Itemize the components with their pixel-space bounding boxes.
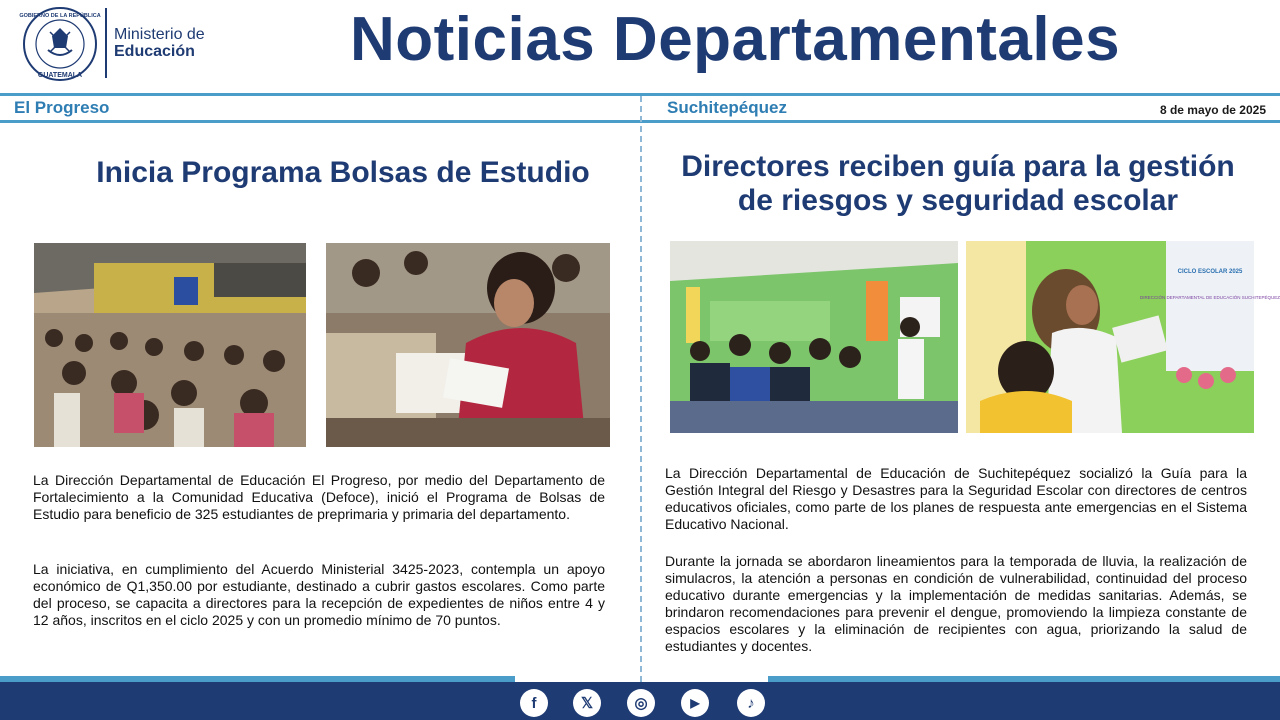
logo-divider: [105, 8, 107, 78]
left-photo-participant: [326, 243, 610, 447]
facebook-icon[interactable]: f: [520, 689, 548, 717]
seal-text-top: GOBIERNO DE LA REPÚBLICA: [19, 13, 101, 19]
right-paragraph-1: La Dirección Departamental de Educación de Suchitepéquez socializó la Guía para la Gestión Integral del Riesgo y Desastres para la Seguridad Escolar con directores de centros educativos oficiales, como parte de los planes de respuesta ante emergencias en el Sistema Educativo Nacional.: [665, 465, 1247, 532]
instagram-icon[interactable]: ◎: [627, 689, 655, 717]
ministry-line2: Educación: [114, 43, 195, 60]
right-photo-classroom: [670, 241, 958, 433]
right-photo-presenter: [966, 241, 1280, 433]
region-label-right: Suchitepéquez: [667, 98, 787, 117]
guatemala-seal-logo: [19, 6, 101, 82]
left-photo-classroom: [34, 243, 306, 447]
publication-date: 8 de mayo de 2025: [1159, 103, 1266, 117]
x-icon[interactable]: 𝕏: [573, 689, 601, 717]
youtube-icon[interactable]: ▶: [681, 689, 709, 717]
header: [0, 0, 1280, 94]
right-paragraph-2: Durante la jornada se abordaron lineamientos para la temporada de lluvia, la realización de simulacros, la atención a personas en condición de vulnerabilidad, continuidad del proceso educativo durante emergencias y la implementación de medidas sanitarias. Además, se brindaron recomendaciones para prevenir el dengue, promoviendo la limpieza constante de espacios escolares y la eliminación de recipientes con agua, priorizando la salud de estudiantes y docentes.: [665, 553, 1247, 654]
photo-banner-line2: DIRECCIÓN DEPARTAMENTAL DE EDUCACIÓN SUCHITEPÉQUEZ: [1139, 295, 1280, 300]
photo-banner-line1: CICLO ESCOLAR 2025: [1177, 269, 1243, 275]
right-article-title: [648, 150, 1268, 218]
left-paragraph-1: La Dirección Departamental de Educación El Progreso, por medio del Departamento de Fortalecimiento a la Comunidad Educativa (Defoce), inició el Programa de Bolsas de Estudio para beneficio de 325 estudiantes de preprimaria y primaria del departamento.: [33, 472, 605, 522]
ministry-line1: Ministerio de: [114, 26, 205, 43]
page-title: Noticias Departamentales: [350, 5, 1121, 74]
seal-text-bottom: GUATEMALA: [37, 72, 83, 79]
ministry-name: [114, 26, 205, 60]
tiktok-icon[interactable]: ♪: [737, 689, 765, 717]
right-title-line1: Directores reciben guía para la gestión: [681, 150, 1235, 183]
right-title-line2: de riesgos y seguridad escolar: [737, 184, 1179, 217]
left-article-title: Inicia Programa Bolsas de Estudio: [96, 156, 590, 189]
left-paragraph-2: La iniciativa, en cumplimiento del Acuerdo Ministerial 3425-2023, contempla un apoyo económico de Q1,350.00 por estudiante, destinado a cubrir gastos escolares. Como parte del proceso, se capacita a directores para la recepción de expedientes de niños entre 4 y 12 años, inscritos en el ciclo 2025 y con un promedio mínimo de 70 puntos.: [33, 561, 605, 628]
region-label-left: El Progreso: [14, 98, 110, 117]
